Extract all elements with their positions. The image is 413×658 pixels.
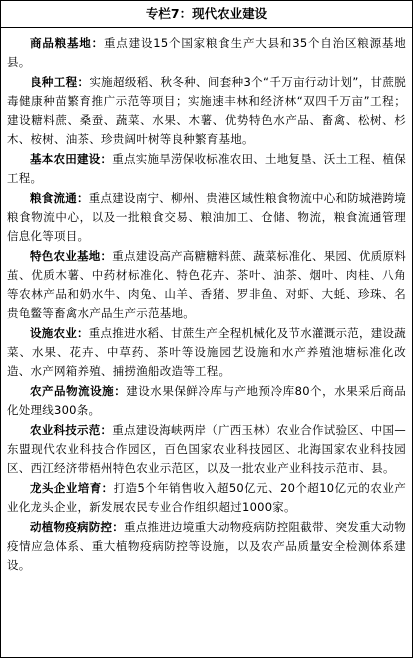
entry-term: 基本农田建设：: [30, 152, 113, 166]
entry-text: 重点推进水稻、甘蔗生产全程机械化及节水灌溉示范，建设蔬菜、水果、花卉、中草药、茶叶等设施园艺设施和水产养殖池塘标准化改造、水产网箱养殖、捕捞渔船改造等工程。: [7, 326, 406, 378]
entry-grain-base: [7, 34, 406, 72]
entry-term: 动植物疫病防控：: [30, 520, 124, 534]
entry-facility-agri: [7, 324, 406, 381]
entry-disease-control: [7, 518, 406, 575]
entry-text: 重点推进边境重大动物疫病防控阻截带、突发重大动物疫情应急体系、重大植物疫病防控等设施，以及农产品质量安全检测体系建设。: [7, 520, 406, 572]
entry-grain-circulation: [7, 189, 406, 246]
entry-term: 龙头企业培育：: [30, 481, 114, 495]
entry-term: 农产品物流设施：: [30, 384, 127, 398]
entry-leading-enterprise: [7, 479, 406, 517]
entry-farmland: [7, 150, 406, 188]
entry-term: 农业科技示范：: [30, 423, 113, 437]
entry-term: 良种工程：: [30, 75, 90, 89]
entry-text: 重点建设南宁、柳州、贵港区域性粮食物流中心和防城港跨境粮食物流中心，以及一批粮食交易、粮油加工、仓储、物流，粮食流通管理信息化等项目。: [7, 191, 406, 243]
entry-term: 商品粮基地：: [30, 36, 104, 50]
entry-term: 设施农业：: [30, 326, 89, 340]
entry-text: 实施超级稻、秋冬种、间套种3个“千万亩行动计划”，甘蔗脱毒健康种苗繁育推广示范等项目；实施速丰林和经济林“双四千万亩”工程；建设糖料蔗、桑蚕、蔬菜、水果、木薯、优势特色水产品、畜禽、松树、杉木、桉树、油茶、珍贵阔叶树等良种繁育基地。: [7, 75, 407, 146]
entry-specialty-base: [7, 247, 406, 323]
entry-term: 粮食流通：: [30, 191, 89, 205]
entry-seed-project: [7, 73, 406, 149]
entry-text: 打造5个年销售收入超50亿元、20个超10亿元的农业产业化龙头企业，新发展农民专业合作组织超过1000家。: [7, 481, 407, 514]
entry-tech-demo: [7, 421, 406, 478]
box-content: [1, 28, 412, 575]
entry-text: 重点建设海峡两岸（广西玉林）农业合作试验区、中国—东盟现代农业科技合作园区，百色国家农业科技园区、北海国家农业科技园区、西江经济带梧州特色农业示范区，以及一批农业产业科技示范市、县。: [7, 423, 406, 475]
entry-text: 建设水果保鲜冷库与产地预冷库80个，水果采后商品化处理线300条。: [7, 384, 406, 417]
entry-text: 重点实施旱涝保收标准农田、土地复垦、沃土工程、植保工程。: [7, 152, 406, 185]
entry-text: 重点建设15个国家粮食生产大县和35个自治区粮源基地县。: [7, 36, 407, 69]
box-title: 专栏7：现代农业建设: [1, 1, 412, 28]
entry-logistics: [7, 382, 406, 420]
entry-text: 重点建设高产高糖糖料蔗、蔬菜标准化、果园、优质原料茧、优质木薯、中药材标准化、特色花卉、茶叶、油茶、烟叶、肉桂、八角等农林产品和奶水牛、肉兔、山羊、香猪、罗非鱼、对虾、大蚝、珍珠、名贵龟鳖等畜禽水产品生产示范基地。: [7, 249, 406, 320]
entry-term: 特色农业基地：: [30, 249, 113, 263]
